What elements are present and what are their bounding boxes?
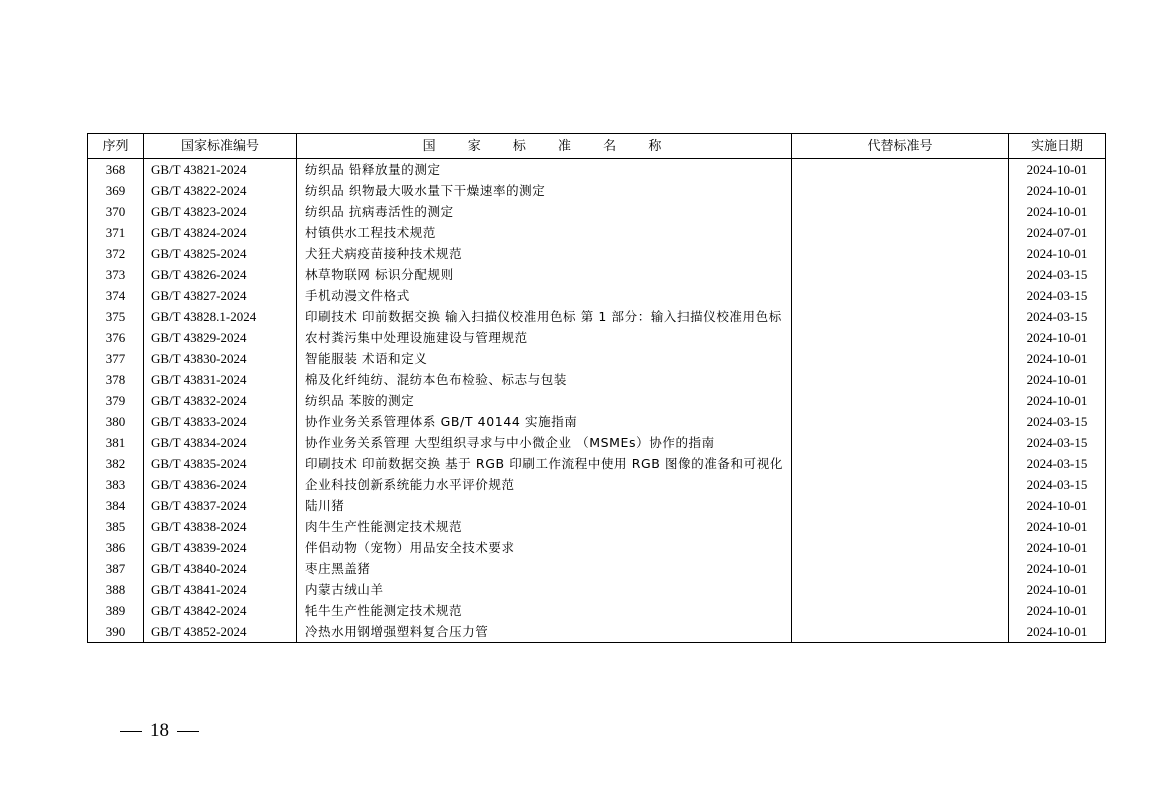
header-row xyxy=(88,134,1106,159)
row-seq: 388 xyxy=(88,579,144,600)
row-name: 协作业务关系管理 大型组织寻求与中小微企业 （MSMEs）协作的指南 xyxy=(297,432,792,453)
row-code: GB/T 43834-2024 xyxy=(144,432,297,453)
row-replace xyxy=(792,327,1009,348)
row-seq: 378 xyxy=(88,369,144,390)
row-name: 村镇供水工程技术规范 xyxy=(297,222,792,243)
table-row xyxy=(88,579,1106,600)
table-row xyxy=(88,453,1106,474)
row-name: 纺织品 织物最大吸水量下干燥速率的测定 xyxy=(297,180,792,201)
row-replace xyxy=(792,495,1009,516)
row-code: GB/T 43823-2024 xyxy=(144,201,297,222)
row-date: 2024-10-01 xyxy=(1009,369,1106,390)
row-code: GB/T 43841-2024 xyxy=(144,579,297,600)
row-date: 2024-10-01 xyxy=(1009,516,1106,537)
row-code: GB/T 43839-2024 xyxy=(144,537,297,558)
row-replace xyxy=(792,432,1009,453)
right-dash xyxy=(177,731,199,732)
row-code: GB/T 43821-2024 xyxy=(144,159,297,181)
row-code: GB/T 43830-2024 xyxy=(144,348,297,369)
row-date: 2024-03-15 xyxy=(1009,453,1106,474)
row-date: 2024-10-01 xyxy=(1009,180,1106,201)
row-date: 2024-10-01 xyxy=(1009,390,1106,411)
row-name: 伴侣动物（宠物）用品安全技术要求 xyxy=(297,537,792,558)
table-row xyxy=(88,159,1106,181)
row-name: 农村粪污集中处理设施建设与管理规范 xyxy=(297,327,792,348)
row-date: 2024-03-15 xyxy=(1009,474,1106,495)
standards-table xyxy=(87,133,1106,643)
row-seq: 379 xyxy=(88,390,144,411)
row-seq: 372 xyxy=(88,243,144,264)
row-replace xyxy=(792,222,1009,243)
row-code: GB/T 43827-2024 xyxy=(144,285,297,306)
table-row xyxy=(88,369,1106,390)
row-replace xyxy=(792,201,1009,222)
table-row xyxy=(88,285,1106,306)
row-replace xyxy=(792,558,1009,579)
row-code: GB/T 43842-2024 xyxy=(144,600,297,621)
table-row xyxy=(88,537,1106,558)
row-seq: 374 xyxy=(88,285,144,306)
row-name: 印刷技术 印前数据交换 基于 RGB 印刷工作流程中使用 RGB 图像的准备和可视化 xyxy=(297,453,792,474)
table-row xyxy=(88,180,1106,201)
row-replace xyxy=(792,348,1009,369)
table-row xyxy=(88,495,1106,516)
table-row xyxy=(88,558,1106,579)
row-name: 枣庄黑盖猪 xyxy=(297,558,792,579)
row-seq: 387 xyxy=(88,558,144,579)
row-replace xyxy=(792,159,1009,181)
row-date: 2024-03-15 xyxy=(1009,285,1106,306)
row-seq: 385 xyxy=(88,516,144,537)
row-seq: 377 xyxy=(88,348,144,369)
header-date: 实施日期 xyxy=(1009,134,1106,159)
row-code: GB/T 43825-2024 xyxy=(144,243,297,264)
row-date: 2024-03-15 xyxy=(1009,306,1106,327)
row-name: 纺织品 苯胺的测定 xyxy=(297,390,792,411)
row-replace xyxy=(792,306,1009,327)
row-seq: 390 xyxy=(88,621,144,643)
row-date: 2024-10-01 xyxy=(1009,159,1106,181)
row-replace xyxy=(792,600,1009,621)
row-seq: 376 xyxy=(88,327,144,348)
row-replace xyxy=(792,579,1009,600)
row-name: 纺织品 抗病毒活性的测定 xyxy=(297,201,792,222)
row-date: 2024-03-15 xyxy=(1009,264,1106,285)
row-date: 2024-03-15 xyxy=(1009,411,1106,432)
page-footer xyxy=(120,719,199,743)
row-code: GB/T 43824-2024 xyxy=(144,222,297,243)
row-replace xyxy=(792,369,1009,390)
table-header xyxy=(88,134,1106,159)
row-replace xyxy=(792,264,1009,285)
header-replace: 代替标准号 xyxy=(792,134,1009,159)
row-name: 协作业务关系管理体系 GB/T 40144 实施指南 xyxy=(297,411,792,432)
row-code: GB/T 43837-2024 xyxy=(144,495,297,516)
table-row xyxy=(88,516,1106,537)
row-date: 2024-10-01 xyxy=(1009,201,1106,222)
row-seq: 370 xyxy=(88,201,144,222)
row-replace xyxy=(792,243,1009,264)
table-row xyxy=(88,327,1106,348)
row-date: 2024-10-01 xyxy=(1009,327,1106,348)
row-date: 2024-03-15 xyxy=(1009,432,1106,453)
left-dash xyxy=(120,731,142,732)
row-code: GB/T 43833-2024 xyxy=(144,411,297,432)
row-code: GB/T 43831-2024 xyxy=(144,369,297,390)
row-name: 棉及化纤纯纺、混纺本色布检验、标志与包装 xyxy=(297,369,792,390)
row-code: GB/T 43822-2024 xyxy=(144,180,297,201)
row-seq: 389 xyxy=(88,600,144,621)
row-name: 林草物联网 标识分配规则 xyxy=(297,264,792,285)
page-number: 18 xyxy=(150,720,169,741)
table-row xyxy=(88,243,1106,264)
row-code: GB/T 43829-2024 xyxy=(144,327,297,348)
row-replace xyxy=(792,390,1009,411)
table-row xyxy=(88,306,1106,327)
row-seq: 368 xyxy=(88,159,144,181)
row-name: 犬狂犬病疫苗接种技术规范 xyxy=(297,243,792,264)
row-date: 2024-10-01 xyxy=(1009,579,1106,600)
row-replace xyxy=(792,285,1009,306)
table-row xyxy=(88,201,1106,222)
row-code: GB/T 43836-2024 xyxy=(144,474,297,495)
row-date: 2024-10-01 xyxy=(1009,348,1106,369)
row-name: 手机动漫文件格式 xyxy=(297,285,792,306)
row-replace xyxy=(792,474,1009,495)
row-replace xyxy=(792,411,1009,432)
row-code: GB/T 43832-2024 xyxy=(144,390,297,411)
row-code: GB/T 43826-2024 xyxy=(144,264,297,285)
row-date: 2024-10-01 xyxy=(1009,537,1106,558)
row-date: 2024-10-01 xyxy=(1009,495,1106,516)
row-seq: 373 xyxy=(88,264,144,285)
table-row xyxy=(88,411,1106,432)
header-code: 国家标准编号 xyxy=(144,134,297,159)
row-seq: 382 xyxy=(88,453,144,474)
row-seq: 384 xyxy=(88,495,144,516)
row-name: 纺织品 铅释放量的测定 xyxy=(297,159,792,181)
row-name: 牦牛生产性能测定技术规范 xyxy=(297,600,792,621)
row-code: GB/T 43852-2024 xyxy=(144,621,297,643)
row-seq: 381 xyxy=(88,432,144,453)
row-replace xyxy=(792,180,1009,201)
row-name: 企业科技创新系统能力水平评价规范 xyxy=(297,474,792,495)
row-replace xyxy=(792,537,1009,558)
row-seq: 371 xyxy=(88,222,144,243)
row-date: 2024-10-01 xyxy=(1009,621,1106,643)
table-row xyxy=(88,474,1106,495)
row-date: 2024-10-01 xyxy=(1009,243,1106,264)
row-date: 2024-07-01 xyxy=(1009,222,1106,243)
row-date: 2024-10-01 xyxy=(1009,600,1106,621)
row-replace xyxy=(792,453,1009,474)
row-code: GB/T 43828.1-2024 xyxy=(144,306,297,327)
row-name: 肉牛生产性能测定技术规范 xyxy=(297,516,792,537)
table-body xyxy=(88,159,1106,643)
header-seq: 序列 xyxy=(88,134,144,159)
table-row xyxy=(88,600,1106,621)
row-name: 印刷技术 印前数据交换 输入扫描仪校准用色标 第 1 部分：输入扫描仪校准用色标 xyxy=(297,306,792,327)
row-code: GB/T 43840-2024 xyxy=(144,558,297,579)
table-row xyxy=(88,390,1106,411)
row-date: 2024-10-01 xyxy=(1009,558,1106,579)
row-name: 智能服装 术语和定义 xyxy=(297,348,792,369)
row-code: GB/T 43838-2024 xyxy=(144,516,297,537)
row-name: 陆川猪 xyxy=(297,495,792,516)
row-code: GB/T 43835-2024 xyxy=(144,453,297,474)
row-name: 内蒙古绒山羊 xyxy=(297,579,792,600)
table-row xyxy=(88,348,1106,369)
table-row xyxy=(88,222,1106,243)
table-row xyxy=(88,432,1106,453)
table-row xyxy=(88,264,1106,285)
table-row xyxy=(88,621,1106,643)
row-replace xyxy=(792,516,1009,537)
row-seq: 380 xyxy=(88,411,144,432)
header-name: 国 家 标 准 名 称 xyxy=(297,134,792,159)
row-seq: 375 xyxy=(88,306,144,327)
row-name: 冷热水用钢增强塑料复合压力管 xyxy=(297,621,792,643)
row-replace xyxy=(792,621,1009,643)
row-seq: 383 xyxy=(88,474,144,495)
row-seq: 369 xyxy=(88,180,144,201)
row-seq: 386 xyxy=(88,537,144,558)
